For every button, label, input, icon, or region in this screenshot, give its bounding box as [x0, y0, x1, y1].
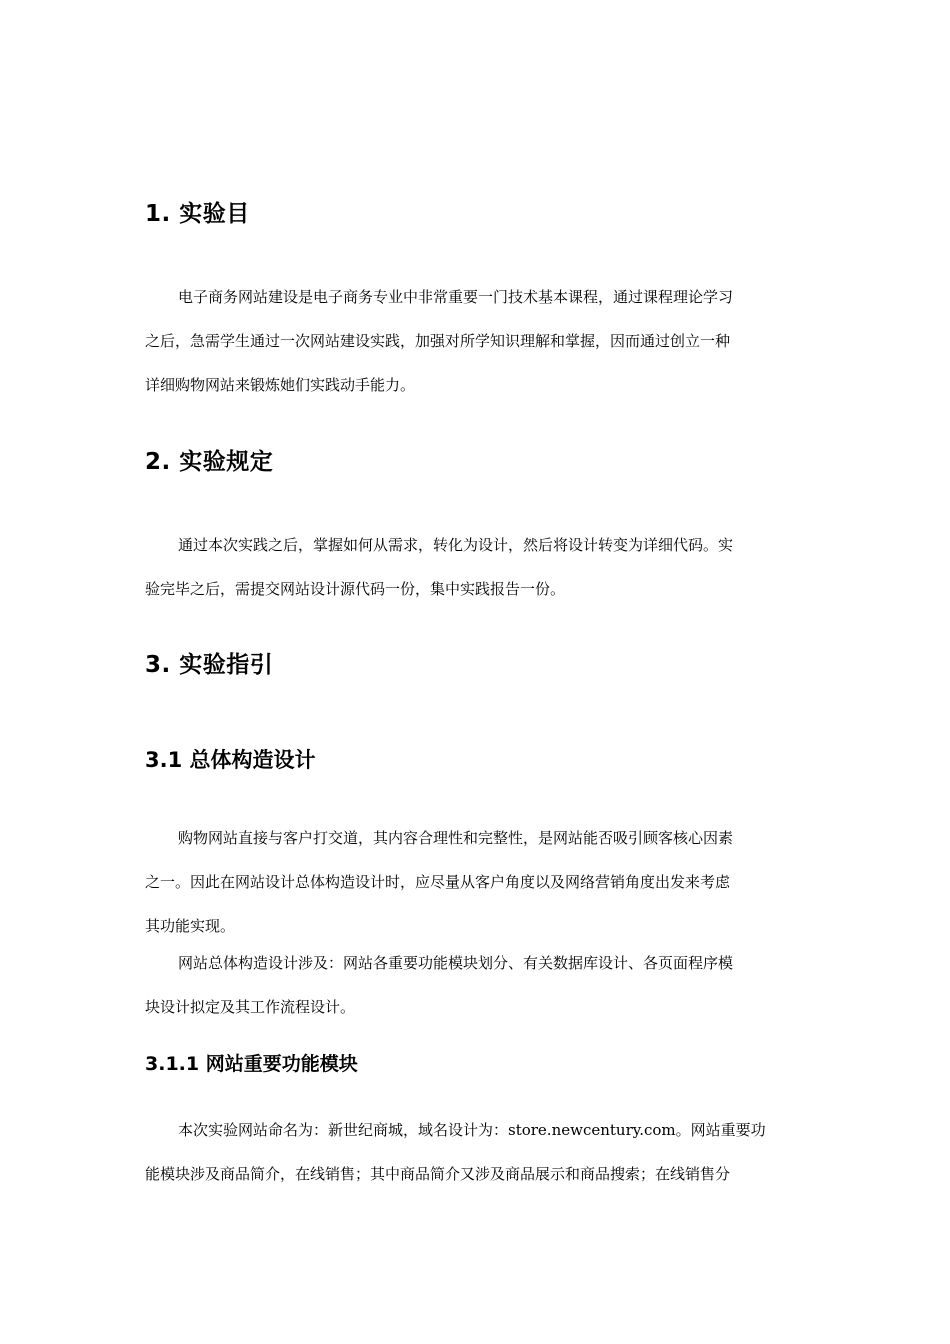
- paragraph-design-scope: [145, 941, 807, 1029]
- paragraph-line: 之后，急需学生通过一次网站建设实践，加强对所学知识理解和掌握，因而通过创立一种: [145, 332, 731, 350]
- paragraph-overall-design: [145, 816, 807, 948]
- paragraph-line: 通过本次实践之后，掌握如何从需求，转化为设计，然后将设计转变为详细代码。实: [178, 536, 734, 554]
- paragraph-purpose: [145, 275, 807, 407]
- paragraph-line: 能模块涉及商品简介，在线销售；其中商品简介又涉及商品展示和商品搜索；在线销售分: [145, 1165, 731, 1183]
- paragraph-line: 之一。因此在网站设计总体构造设计时，应尽量从客户角度以及网络营销角度出发来考虑: [145, 873, 731, 891]
- section-heading-1: 1. 实验目: [145, 201, 250, 227]
- paragraph-line: 其功能实现。: [145, 917, 236, 935]
- section-heading-3-1: 3.1 总体构造设计: [145, 748, 316, 772]
- paragraph-line: 电子商务网站建设是电子商务专业中非常重要一门技术基本课程，通过课程理论学习: [178, 288, 734, 306]
- paragraph-line: 购物网站直接与客户打交道，其内容合理性和完整性，是网站能否吸引顾客核心因素: [178, 829, 734, 847]
- paragraph-line: 验完毕之后，需提交网站设计源代码一份，集中实践报告一份。: [145, 580, 566, 598]
- section-heading-3-1-1: 3.1.1 网站重要功能模块: [145, 1053, 358, 1075]
- section-heading-3: 3. 实验指引: [145, 652, 274, 678]
- paragraph-line: 网站总体构造设计涉及：网站各重要功能模块划分、有关数据库设计、各页面程序模: [178, 954, 734, 972]
- section-heading-2: 2. 实验规定: [145, 449, 274, 475]
- paragraph-main-modules: [145, 1108, 807, 1196]
- paragraph-line: 本次实验网站命名为：新世纪商城，域名设计为：store.newcentury.com。网站重要功: [178, 1121, 766, 1139]
- paragraph-requirements: [145, 523, 807, 611]
- paragraph-line: 详细购物网站来锻炼她们实践动手能力。: [145, 376, 416, 394]
- paragraph-line: 块设计拟定及其工作流程设计。: [145, 998, 356, 1016]
